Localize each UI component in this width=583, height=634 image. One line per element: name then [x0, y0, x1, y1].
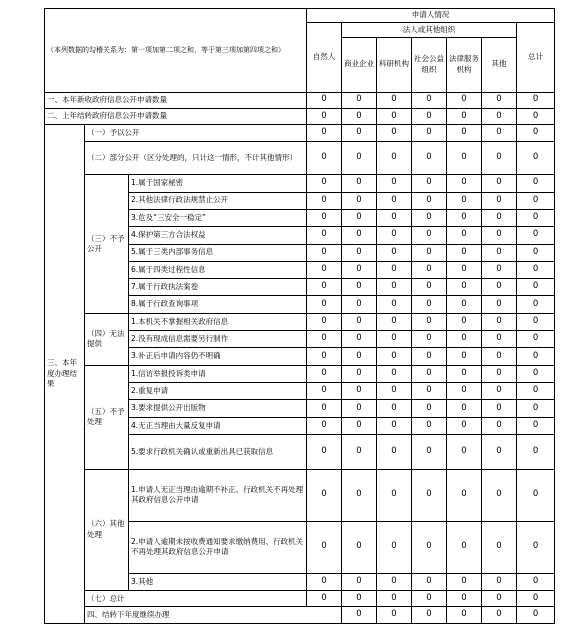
value-cell: 0	[342, 365, 377, 382]
item-label: 3.补正后申请内容仍不明确	[129, 348, 307, 365]
value-cell: 0	[307, 469, 342, 521]
item-label: 2.其他法律行政法规禁止公开	[129, 192, 307, 209]
value-cell: 0	[517, 209, 555, 226]
item-label: 1.申请人无正当理由逾期不补正、行政机关不再处理其政府信息公开申请	[129, 469, 307, 521]
value-cell: 0	[307, 591, 342, 607]
value-cell: 0	[377, 383, 412, 400]
value-cell: 0	[307, 383, 342, 400]
value-cell: 0	[447, 227, 482, 244]
value-cell: 0	[377, 417, 412, 434]
value-cell: 0	[517, 469, 555, 521]
value-cell: 0	[342, 92, 377, 108]
value-cell: 0	[377, 92, 412, 108]
section-new-requests: 一、本年新收政府信息公开申请数量	[45, 92, 307, 108]
value-cell: 0	[342, 469, 377, 521]
value-cell: 0	[307, 192, 342, 209]
value-cell: 0	[482, 261, 517, 278]
value-cell: 0	[412, 591, 447, 607]
value-cell: 0	[307, 331, 342, 348]
group-partial: （二）部分公开（区分处理的，只计这一情形，不计其他情形）	[85, 141, 307, 175]
value-cell: 0	[447, 331, 482, 348]
value-cell: 0	[517, 607, 555, 624]
value-cell: 0	[412, 296, 447, 313]
value-cell: 0	[307, 209, 342, 226]
value-cell: 0	[517, 108, 555, 124]
value-cell: 0	[482, 141, 517, 175]
value-cell: 0	[482, 175, 517, 192]
item-label: 3.其他	[129, 573, 307, 590]
value-cell: 0	[447, 209, 482, 226]
value-cell: 0	[482, 209, 517, 226]
value-cell: 0	[307, 313, 342, 330]
value-cell: 0	[482, 108, 517, 124]
value-cell: 0	[447, 125, 482, 141]
group-withheld: （三）不予公开	[85, 175, 129, 314]
item-label: 1.信访举报投诉类申请	[129, 365, 307, 382]
value-cell: 0	[412, 383, 447, 400]
value-cell: 0	[517, 244, 555, 261]
value-cell: 0	[342, 244, 377, 261]
value-cell: 0	[447, 192, 482, 209]
item-label: 8.属于行政查询事项	[129, 296, 307, 313]
value-cell: 0	[412, 521, 447, 573]
value-cell: 0	[342, 227, 377, 244]
table-row	[45, 313, 555, 330]
legal-service-header: 法律服务机构	[447, 37, 482, 92]
value-cell: 0	[447, 383, 482, 400]
value-cell: 0	[342, 331, 377, 348]
value-cell: 0	[517, 175, 555, 192]
value-cell: 0	[447, 607, 482, 624]
value-cell: 0	[307, 261, 342, 278]
value-cell: 0	[342, 108, 377, 124]
value-cell: 0	[377, 227, 412, 244]
value-cell: 0	[482, 125, 517, 141]
table-row	[45, 175, 555, 192]
value-cell: 0	[412, 365, 447, 382]
table-row	[45, 92, 555, 108]
item-label: 5.属于三类内部事务信息	[129, 244, 307, 261]
value-cell: 0	[517, 591, 555, 607]
value-cell: 0	[482, 400, 517, 417]
value-cell: 0	[377, 400, 412, 417]
value-cell: 0	[447, 573, 482, 590]
applicant-situation-header: 申请人情况	[307, 9, 555, 23]
value-cell: 0	[447, 417, 482, 434]
value-cell: 0	[412, 279, 447, 296]
other-header: 其他	[482, 37, 517, 92]
value-cell: 0	[412, 348, 447, 365]
value-cell: 0	[412, 331, 447, 348]
item-label: 2.申请人逾期未按收费通知要求缴纳费用、行政机关不再处理其政府信息公开申请	[129, 521, 307, 573]
value-cell: 0	[482, 469, 517, 521]
value-cell: 0	[377, 348, 412, 365]
value-cell: 0	[412, 261, 447, 278]
value-cell: 0	[482, 348, 517, 365]
value-cell: 0	[412, 108, 447, 124]
value-cell: 0	[307, 296, 342, 313]
research-header: 科研机构	[377, 37, 412, 92]
value-cell: 0	[307, 521, 342, 573]
table-row	[45, 108, 555, 124]
value-cell: 0	[342, 435, 377, 470]
value-cell: 0	[307, 175, 342, 192]
value-cell: 0	[342, 521, 377, 573]
item-label: 2.重复申请	[129, 383, 307, 400]
table-row	[45, 125, 555, 141]
commercial-header: 商业企业	[342, 37, 377, 92]
value-cell: 0	[482, 607, 517, 624]
value-cell: 0	[307, 400, 342, 417]
value-cell: 0	[412, 313, 447, 330]
table-row	[45, 141, 555, 175]
value-cell: 0	[377, 244, 412, 261]
item-label: 3.危及“三安全一稳定”	[129, 209, 307, 226]
value-cell: 0	[342, 400, 377, 417]
value-cell: 0	[517, 435, 555, 470]
value-cell: 0	[482, 313, 517, 330]
value-cell: 0	[482, 331, 517, 348]
value-cell: 0	[307, 435, 342, 470]
value-cell: 0	[377, 435, 412, 470]
value-cell: 0	[377, 607, 412, 624]
value-cell: 0	[482, 279, 517, 296]
value-cell: 0	[342, 296, 377, 313]
value-cell: 0	[517, 521, 555, 573]
value-cell: 0	[377, 521, 412, 573]
value-cell: 0	[377, 175, 412, 192]
value-cell: 0	[342, 417, 377, 434]
value-cell: 0	[342, 261, 377, 278]
value-cell: 0	[412, 209, 447, 226]
value-cell: 0	[307, 227, 342, 244]
value-cell: 0	[342, 348, 377, 365]
item-label: 5.要求行政机关确认或重新出具已获取信息	[129, 435, 307, 470]
value-cell: 0	[517, 313, 555, 330]
value-cell: 0	[447, 313, 482, 330]
value-cell: 0	[412, 469, 447, 521]
value-cell: 0	[412, 92, 447, 108]
value-cell: 0	[482, 227, 517, 244]
value-cell: 0	[482, 92, 517, 108]
item-label: 7.属于行政执法案卷	[129, 279, 307, 296]
value-cell: 0	[342, 573, 377, 590]
item-label: 2.没有现成信息需要另行制作	[129, 331, 307, 348]
value-cell: 0	[517, 227, 555, 244]
value-cell: 0	[447, 591, 482, 607]
value-cell: 0	[307, 279, 342, 296]
value-cell: 0	[447, 279, 482, 296]
value-cell: 0	[377, 261, 412, 278]
value-cell: 0	[517, 192, 555, 209]
value-cell: 0	[447, 521, 482, 573]
table-row	[45, 469, 555, 521]
value-cell: 0	[377, 573, 412, 590]
statistics-table	[44, 8, 555, 624]
value-cell: 0	[482, 591, 517, 607]
value-cell: 0	[307, 244, 342, 261]
value-cell: 0	[377, 469, 412, 521]
value-cell: 0	[342, 141, 377, 175]
value-cell: 0	[447, 365, 482, 382]
value-cell: 0	[482, 192, 517, 209]
value-cell: 0	[412, 244, 447, 261]
value-cell: 0	[342, 313, 377, 330]
value-cell: 0	[517, 261, 555, 278]
item-label: 4.无正当理由大量反复申请	[129, 417, 307, 434]
group-not-processed: （五）不予处理	[85, 365, 129, 469]
value-cell: 0	[412, 175, 447, 192]
item-label: 4.保护第三方合法权益	[129, 227, 307, 244]
value-cell: 0	[482, 244, 517, 261]
value-cell: 0	[447, 244, 482, 261]
value-cell: 0	[307, 573, 342, 590]
group-disclosed: （一）予以公开	[85, 125, 307, 141]
value-cell: 0	[447, 108, 482, 124]
value-cell: 0	[517, 296, 555, 313]
value-cell: 0	[377, 108, 412, 124]
group-other-handling: （六）其他处理	[85, 469, 129, 590]
value-cell: 0	[342, 383, 377, 400]
value-cell: 0	[412, 435, 447, 470]
value-cell: 0	[412, 227, 447, 244]
value-cell: 0	[377, 296, 412, 313]
value-cell: 0	[412, 417, 447, 434]
value-cell: 0	[377, 192, 412, 209]
value-cell: 0	[447, 296, 482, 313]
value-cell: 0	[517, 365, 555, 382]
value-cell: 0	[412, 192, 447, 209]
value-cell: 0	[342, 279, 377, 296]
value-cell: 0	[482, 435, 517, 470]
value-cell: 0	[517, 383, 555, 400]
item-label: 1.属于国家秘密	[129, 175, 307, 192]
note-cell: （本列数据的勾稽关系为：第一项加第二项之和，等于第三项加第四项之和）	[45, 9, 307, 93]
table-row	[45, 607, 555, 624]
value-cell: 0	[447, 261, 482, 278]
value-cell: 0	[377, 125, 412, 141]
value-cell: 0	[447, 348, 482, 365]
total-header: 总计	[517, 23, 555, 92]
section-results: 三、本年度办理结果	[45, 125, 85, 624]
value-cell: 0	[342, 125, 377, 141]
value-cell: 0	[482, 417, 517, 434]
value-cell: 0	[377, 313, 412, 330]
value-cell: 0	[307, 125, 342, 141]
value-cell: 0	[307, 108, 342, 124]
value-cell: 0	[517, 417, 555, 434]
value-cell: 0	[342, 192, 377, 209]
value-cell: 0	[342, 175, 377, 192]
value-cell: 0	[412, 573, 447, 590]
value-cell: 0	[517, 279, 555, 296]
value-cell: 0	[377, 365, 412, 382]
value-cell: 0	[412, 125, 447, 141]
section-carryover: 二、上年结转政府信息公开申请数量	[45, 108, 307, 124]
value-cell: 0	[307, 92, 342, 108]
value-cell: 0	[377, 331, 412, 348]
value-cell: 0	[307, 417, 342, 434]
value-cell: 0	[412, 141, 447, 175]
value-cell: 0	[377, 279, 412, 296]
value-cell: 0	[447, 435, 482, 470]
value-cell: 0	[447, 175, 482, 192]
item-label: 6.属于四类过程性信息	[129, 261, 307, 278]
item-label: 3.要求提供公开出版物	[129, 400, 307, 417]
value-cell: 0	[482, 521, 517, 573]
value-cell: 0	[482, 296, 517, 313]
value-cell: 0	[517, 331, 555, 348]
value-cell: 0	[517, 573, 555, 590]
value-cell: 0	[517, 92, 555, 108]
value-cell: 0	[517, 141, 555, 175]
value-cell: 0	[342, 607, 377, 624]
value-cell: 0	[377, 591, 412, 607]
value-cell: 0	[307, 365, 342, 382]
value-cell: 0	[447, 400, 482, 417]
value-cell: 0	[482, 573, 517, 590]
group-total: （七）总计	[85, 591, 307, 607]
value-cell: 0	[447, 92, 482, 108]
value-cell: 0	[517, 348, 555, 365]
value-cell: 0	[342, 591, 377, 607]
section-carry-forward: 四、结转下年度继续办理	[85, 607, 342, 624]
value-cell: 0	[412, 607, 447, 624]
value-cell: 0	[377, 209, 412, 226]
table-row	[45, 365, 555, 382]
group-unavailable: （四）无法提供	[85, 313, 129, 365]
natural-person-header: 自然人	[307, 23, 342, 92]
value-cell: 0	[517, 400, 555, 417]
value-cell: 0	[307, 141, 342, 175]
value-cell: 0	[447, 141, 482, 175]
social-welfare-header: 社会公益组织	[412, 37, 447, 92]
item-label: 1.本机关不掌握相关政府信息	[129, 313, 307, 330]
value-cell: 0	[447, 469, 482, 521]
value-cell: 0	[377, 141, 412, 175]
value-cell: 0	[482, 383, 517, 400]
value-cell: 0	[482, 365, 517, 382]
legal-persons-header: 法人或其他组织	[342, 23, 517, 37]
table-row	[45, 591, 555, 607]
value-cell: 0	[412, 400, 447, 417]
table-row	[45, 9, 555, 23]
value-cell: 0	[342, 209, 377, 226]
value-cell: 0	[517, 125, 555, 141]
value-cell: 0	[307, 348, 342, 365]
